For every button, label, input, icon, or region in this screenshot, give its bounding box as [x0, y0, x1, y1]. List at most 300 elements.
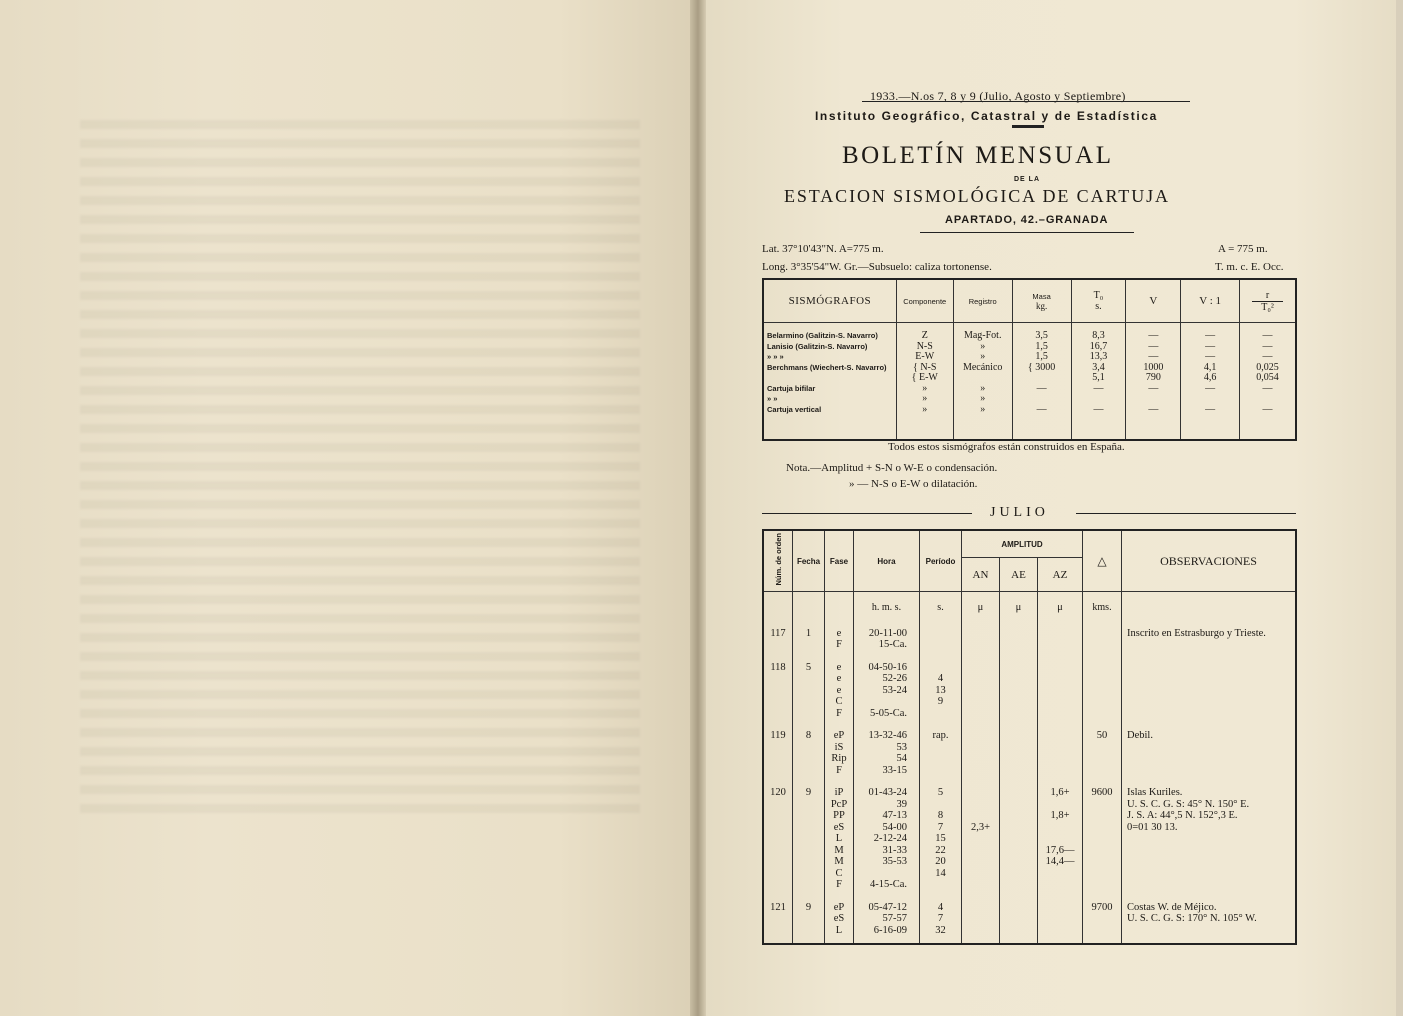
event-az-line: [1040, 662, 1080, 674]
event-az-line: 14,4—: [1045, 856, 1075, 867]
event-an-line: [964, 708, 997, 720]
seismograph-v1-cell: —: [1205, 351, 1216, 362]
seismograph-comp-cell: N-S: [916, 340, 933, 352]
event-periodo-line: [922, 765, 959, 777]
event-fase-line: iS: [834, 741, 844, 753]
event-obs: [1122, 783, 1297, 898]
col-componente: Componente: [896, 279, 953, 323]
r-denominator: T₀²: [1261, 301, 1274, 313]
postal-address: APARTADO, 42.–GRANADA: [945, 214, 1109, 226]
event-obs: [1122, 658, 1297, 727]
event-an-line: [964, 833, 997, 845]
seismograph-masa-cell: —: [1036, 403, 1047, 415]
seismograph-v1-cell: —: [1205, 330, 1216, 341]
event-ae: [1000, 726, 1038, 783]
col-fase: Fase: [825, 530, 854, 592]
events-body: [763, 624, 1296, 945]
seismograph-name-cell: » » »: [767, 352, 784, 361]
event-hora-line: 15-Ca.: [878, 639, 907, 650]
institute-bar: [1012, 125, 1044, 128]
seismographs-table: [762, 278, 1297, 441]
event-fase-line: L: [835, 833, 843, 844]
event-an-line: [964, 765, 997, 777]
event-periodo-line: [922, 628, 959, 640]
seismograph-comp-cell: Z: [921, 330, 928, 341]
event-obs-line: U. S. C. G. S: 45° N. 150° E.: [1127, 798, 1250, 810]
seismograph-reg-cell: »: [980, 340, 986, 352]
event-fase-line: eP: [833, 730, 845, 741]
event-periodo-line: rap.: [932, 730, 949, 741]
amplitude-note-2: » — N-S o E-W o dilatación.: [849, 478, 978, 490]
event-row: [763, 726, 1296, 783]
event-an-line: [964, 799, 997, 811]
seismograph-r: [1240, 323, 1296, 441]
seismograph-v: [1126, 323, 1181, 441]
col-seismographs: SISMÓGRAFOS: [763, 279, 896, 323]
seismograph-v-cell: —: [1148, 340, 1159, 352]
event-obs-line: Costas W. de Méjico.: [1127, 901, 1217, 913]
event-an: [962, 898, 1000, 945]
institute-name: Instituto Geográfico, Catastral y de Estadística: [815, 109, 1158, 123]
unit-delta: kms.: [1083, 592, 1122, 624]
event-az: [1038, 624, 1083, 658]
seismographs-body: [763, 323, 1296, 441]
seismograph-comp-cell: { E-W: [911, 372, 938, 383]
event-periodo-line: [922, 799, 959, 811]
unit-an: μ: [962, 592, 1000, 624]
to-unit: s.: [1095, 301, 1102, 312]
col-az: AZ: [1038, 558, 1083, 592]
event-periodo: [920, 783, 962, 898]
seismograph-name-cell: Berchmans (Wiechert-S. Navarro): [767, 362, 887, 372]
event-num: 117: [763, 624, 793, 658]
seismograph-masa-cell: —: [1036, 382, 1047, 394]
events-table: [762, 529, 1297, 945]
col-to: [1071, 279, 1126, 323]
seismograph-to-cell: 8,3: [1092, 330, 1105, 341]
event-hora-line: 57-57: [882, 913, 907, 924]
col-v: V: [1126, 279, 1181, 323]
event-delta: 50: [1083, 726, 1122, 783]
event-az-line: [1040, 685, 1080, 697]
event-hora-line: 35-53: [882, 856, 907, 867]
event-hora: [854, 658, 920, 727]
event-an-line: [964, 742, 997, 754]
event-obs-line: 0=01 30 13.: [1127, 821, 1178, 833]
time-reference: T. m. c. E. Occ.: [1215, 261, 1284, 273]
event-an-line: [964, 902, 997, 914]
col-hora: Hora: [854, 530, 920, 592]
event-fase-line: e: [836, 661, 842, 673]
seismograph-masa-cell: 1,5: [1035, 351, 1048, 362]
event-periodo-line: 4: [937, 673, 944, 684]
event-an-line: [964, 925, 997, 937]
seismograph-masa: [1012, 323, 1071, 441]
event-fecha: 1: [793, 624, 825, 658]
event-periodo-line: 32: [935, 924, 946, 936]
event-ae: [1000, 624, 1038, 658]
event-ae: [1000, 783, 1038, 898]
event-fase: [825, 898, 854, 945]
event-delta: [1083, 624, 1122, 658]
event-az-line: 1,6+: [1050, 787, 1070, 798]
event-az-line: [1040, 879, 1080, 891]
event-an-line: 2,3+: [970, 821, 991, 833]
event-ae-line: [1002, 639, 1035, 651]
seismograph-r-cell: —: [1262, 330, 1273, 341]
event-fase: [825, 658, 854, 727]
seismograph-to-cell: 5,1: [1092, 372, 1105, 383]
event-obs-line: U. S. C. G. S: 170° N. 105° W.: [1127, 913, 1257, 924]
event-ae-line: [1002, 787, 1035, 799]
event-periodo-line: [922, 742, 959, 754]
seismograph-name-cell: Lanisio (Galitzin-S. Navarro): [767, 341, 868, 351]
event-ae-line: [1002, 868, 1035, 880]
event-ae-line: [1002, 913, 1035, 925]
event-fase-line: PcP: [830, 798, 848, 810]
event-fase: [825, 726, 854, 783]
event-fase-line: e: [836, 684, 842, 696]
event-az-line: [1040, 833, 1080, 845]
event-fase-line: e: [836, 627, 842, 639]
seismograph-name-cell: Cartuja bifilar: [767, 383, 816, 393]
event-periodo-line: 5: [937, 787, 944, 798]
event-fase-line: eS: [833, 821, 845, 833]
seismograph-v1-cell: 4,1: [1203, 361, 1217, 373]
event-fase-line: eS: [833, 913, 845, 924]
issue-line: 1933.—N.os 7, 8 y 9 (Julio, Agosto y Septiembre): [870, 89, 1126, 103]
event-hora-line: 31-33: [882, 844, 907, 856]
event-hora-line: 33-15: [882, 764, 907, 776]
event-ae-line: [1002, 708, 1035, 720]
event-ae: [1000, 898, 1038, 945]
longitude-line: Long. 3°35'54"W. Gr.—Subsuelo: caliza tortonense.: [762, 261, 992, 273]
event-az-line: [1040, 639, 1080, 651]
event-periodo: [920, 624, 962, 658]
event-row: [763, 658, 1296, 727]
event-obs-line: Debil.: [1127, 730, 1153, 741]
unit-empty: [763, 592, 793, 624]
event-row: [763, 898, 1296, 945]
bulletin-title: BOLETÍN MENSUAL: [842, 142, 1114, 169]
event-ae-line: [1002, 685, 1035, 697]
event-ae-line: [1002, 799, 1035, 811]
seismograph-v-cell: 790: [1145, 372, 1161, 383]
left-page-bleedthrough: [0, 0, 696, 1016]
units-row: [763, 592, 1296, 624]
month-rule-left: [762, 513, 972, 514]
event-az-line: [1040, 696, 1080, 708]
seismograph-to: [1071, 323, 1126, 441]
event-ae: [1000, 658, 1038, 727]
seismograph-name-cell: Belarmino (Galitzin-S. Navarro): [767, 331, 878, 340]
unit-empty: [825, 592, 854, 624]
event-obs-line: Islas Kuriles.: [1127, 787, 1183, 798]
event-an-line: [964, 730, 997, 742]
event-num: 121: [763, 898, 793, 945]
event-obs: [1122, 898, 1297, 945]
seismograph-v-cell: —: [1148, 351, 1159, 362]
event-periodo-line: 20: [935, 856, 946, 867]
event-delta: [1083, 658, 1122, 727]
seismograph-reg-cell: Mag-Fot.: [963, 330, 1002, 341]
event-hora-line: [856, 868, 907, 880]
event-hora-line: 01-43-24: [868, 787, 907, 798]
col-ae: AE: [1000, 558, 1038, 592]
seismograph-comp-cell: »: [922, 403, 928, 415]
event-hora: [854, 898, 920, 945]
event-periodo-line: [922, 753, 959, 765]
col-fecha: Fecha: [793, 530, 825, 592]
seismograph-components: [896, 323, 953, 441]
seismograph-masa-cell: 1,5: [1035, 340, 1048, 352]
event-ae-line: [1002, 742, 1035, 754]
event-hora-line: 47-13: [882, 810, 907, 821]
event-an: [962, 726, 1000, 783]
unit-az: μ: [1038, 592, 1083, 624]
seismograph-to-cell: —: [1093, 403, 1104, 415]
event-fase-line: C: [835, 867, 843, 879]
event-an-line: [964, 879, 997, 891]
event-az-line: [1040, 868, 1080, 880]
seismograph-to-cell: 13,3: [1089, 351, 1108, 362]
event-an: [962, 783, 1000, 898]
event-row: [763, 783, 1296, 898]
event-fase-line: eP: [833, 901, 845, 913]
seismograph-to-cell: —: [1093, 382, 1104, 394]
seismograph-reg-cell: »: [980, 403, 986, 415]
mirrored-text-shadow: [80, 120, 640, 820]
event-ae-line: [1002, 765, 1035, 777]
event-az-line: [1040, 799, 1080, 811]
event-hora-line: 39: [896, 798, 907, 810]
col-masa: [1012, 279, 1071, 323]
seismograph-registro: [953, 323, 1012, 441]
event-ae-line: [1002, 845, 1035, 857]
event-ae-line: [1002, 856, 1035, 868]
seismograph-comp-cell: E-W: [915, 351, 935, 362]
seismograph-v-cell: —: [1148, 382, 1159, 394]
book-gutter: [690, 0, 706, 1016]
event-fecha: 8: [793, 726, 825, 783]
event-ae-line: [1002, 696, 1035, 708]
event-num: 120: [763, 783, 793, 898]
event-an-line: [964, 868, 997, 880]
event-num: 118: [763, 658, 793, 727]
event-az-line: [1040, 822, 1080, 834]
event-hora-line: 20-11-00: [868, 627, 907, 639]
event-hora: [854, 726, 920, 783]
station-title: ESTACION SISMOLÓGICA DE CARTUJA: [784, 186, 1170, 206]
event-row: [763, 624, 1296, 658]
seismograph-r-cell: 0,054: [1256, 372, 1279, 383]
seismograph-v1-cell: —: [1205, 382, 1216, 394]
event-fecha: 9: [793, 898, 825, 945]
event-fase-line: M: [834, 856, 844, 867]
event-az-line: [1040, 902, 1080, 914]
event-an-line: [964, 810, 997, 822]
event-an-line: [964, 662, 997, 674]
event-hora-line: 05-47-12: [868, 901, 907, 913]
event-az-line: 1,8+: [1050, 810, 1070, 821]
event-hora-line: 2-12-24: [873, 833, 907, 844]
address-rule: [920, 232, 1134, 233]
event-an-line: [964, 913, 997, 925]
event-an-line: [964, 856, 997, 868]
event-num: 119: [763, 726, 793, 783]
event-fase-line: iP: [834, 787, 844, 798]
masa-label: Masa: [1032, 291, 1051, 301]
event-periodo-line: [922, 708, 959, 720]
title-connector: DE LA: [1014, 176, 1040, 183]
event-hora: [854, 783, 920, 898]
col-amplitud: AMPLITUD: [962, 530, 1083, 558]
seismograph-v1-cell: —: [1205, 403, 1216, 415]
masa-unit: kg.: [1035, 300, 1048, 311]
event-fase-line: PP: [833, 810, 845, 821]
unit-periodo: s.: [920, 592, 962, 624]
event-ae-line: [1002, 822, 1035, 834]
event-az-line: [1040, 765, 1080, 777]
event-delta: 9700: [1083, 898, 1122, 945]
seismograph-to-cell: [1075, 394, 1123, 405]
event-periodo-line: 15: [935, 833, 946, 844]
seismograph-v-cell: —: [1148, 403, 1159, 415]
issue-rule: [862, 101, 1190, 102]
event-az: [1038, 783, 1083, 898]
event-periodo-line: 22: [935, 844, 946, 856]
seismograph-r-cell: —: [1262, 382, 1273, 394]
col-an: AN: [962, 558, 1000, 592]
event-ae-line: [1002, 902, 1035, 914]
col-delta: △: [1083, 530, 1122, 592]
seismograph-comp-cell: { N-S: [913, 361, 937, 373]
event-az-line: 17,6—: [1045, 844, 1075, 856]
seismograph-name-cell: [767, 373, 893, 384]
unit-empty: [793, 592, 825, 624]
event-fase: [825, 783, 854, 898]
seismograph-masa-cell: { 3000: [1027, 361, 1056, 373]
event-ae-line: [1002, 730, 1035, 742]
event-hora-line: 6-16-09: [873, 924, 907, 936]
seismograph-reg-cell: Mecánico: [962, 361, 1003, 373]
event-fecha: 5: [793, 658, 825, 727]
event-an-line: [964, 787, 997, 799]
amplitude-note-1: Nota.—Amplitud + S-N o W-E o condensación.: [786, 462, 998, 474]
event-az-line: [1040, 753, 1080, 765]
seismograph-v-cell: 1000: [1143, 361, 1164, 373]
event-hora-line: 52-26: [882, 673, 907, 684]
event-az-line: [1040, 742, 1080, 754]
event-an-line: [964, 628, 997, 640]
seismograph-names: [763, 323, 896, 441]
event-an-line: [964, 753, 997, 765]
event-ae-line: [1002, 662, 1035, 674]
seismograph-comp-cell: »: [922, 393, 928, 404]
event-hora-line: [856, 696, 907, 708]
event-ae-line: [1002, 833, 1035, 845]
event-hora: [854, 624, 920, 658]
seismograph-v-cell: —: [1148, 330, 1159, 341]
month-heading: JULIO: [990, 505, 1049, 520]
seismograph-r-cell: 0,025: [1256, 361, 1279, 373]
seismograph-v-cell: [1129, 394, 1177, 405]
made-in-spain-note: Todos estos sismógrafos están construidos en España.: [888, 441, 1125, 453]
event-hora-line: 53-24: [882, 684, 907, 696]
seismograph-r-cell: [1243, 394, 1292, 405]
col-v1: V : 1: [1181, 279, 1240, 323]
seismograph-name-cell: » »: [767, 394, 778, 403]
col-registro: Registro: [953, 279, 1012, 323]
event-periodo-line: 13: [935, 684, 946, 696]
event-periodo: [920, 898, 962, 945]
event-ae-line: [1002, 628, 1035, 640]
seismograph-reg-cell: [957, 373, 1009, 384]
unit-hora: h. m. s.: [854, 592, 920, 624]
seismograph-comp-cell: »: [922, 382, 928, 394]
event-ae-line: [1002, 879, 1035, 891]
seismograph-masa-cell: 3,5: [1035, 330, 1048, 341]
event-obs: [1122, 624, 1297, 658]
col-num: [763, 530, 793, 592]
event-hora-line: 54-00: [882, 821, 907, 833]
month-rule-right: [1076, 513, 1296, 514]
event-fase-line: F: [836, 879, 842, 890]
event-periodo-line: 7: [937, 913, 944, 924]
seismograph-v1-cell: [1184, 394, 1236, 405]
event-az-line: [1040, 730, 1080, 742]
seismograph-name-cell: Cartuja vertical: [767, 404, 822, 414]
num-label: Núm. de orden: [773, 533, 783, 586]
seismograph-reg-cell: »: [980, 382, 986, 394]
event-obs: [1122, 726, 1297, 783]
event-fecha: 9: [793, 783, 825, 898]
event-az-line: [1040, 628, 1080, 640]
event-an-line: [964, 639, 997, 651]
event-obs-line: J. S. A: 44°,5 N. 152°,3 E.: [1127, 810, 1238, 821]
event-delta: 9600: [1083, 783, 1122, 898]
event-an-line: [964, 685, 997, 697]
event-fase-line: F: [836, 707, 842, 719]
seismograph-r-cell: —: [1262, 340, 1273, 352]
r-numerator: r: [1252, 290, 1283, 302]
event-ae-line: [1002, 925, 1035, 937]
event-ae-line: [1002, 753, 1035, 765]
page-edge: [1396, 0, 1403, 1016]
altitude-line: A = 775 m.: [1218, 243, 1268, 255]
event-fase: [825, 624, 854, 658]
unit-ae: μ: [1000, 592, 1038, 624]
event-hora-line: 04-50-16: [868, 661, 907, 673]
col-r: [1240, 279, 1296, 323]
event-hora-line: 54: [896, 753, 907, 764]
event-az-line: [1040, 673, 1080, 685]
seismograph-reg-cell: »: [980, 393, 986, 404]
event-periodo-line: [922, 662, 959, 674]
event-fase-line: e: [836, 673, 842, 684]
event-periodo-line: 9: [937, 696, 944, 707]
event-hora-line: 53: [896, 741, 907, 753]
event-periodo-line: 8: [937, 810, 944, 821]
latitude-line: Lat. 37°10'43"N. A=775 m.: [762, 243, 884, 255]
seismograph-v1-cell: 4,6: [1203, 372, 1217, 383]
event-an: [962, 658, 1000, 727]
event-ae-line: [1002, 673, 1035, 685]
event-fase-line: F: [836, 639, 842, 650]
seismograph-to-cell: 3,4: [1092, 361, 1105, 373]
event-az-line: [1040, 925, 1080, 937]
seismograph-masa-cell: [1016, 373, 1068, 384]
